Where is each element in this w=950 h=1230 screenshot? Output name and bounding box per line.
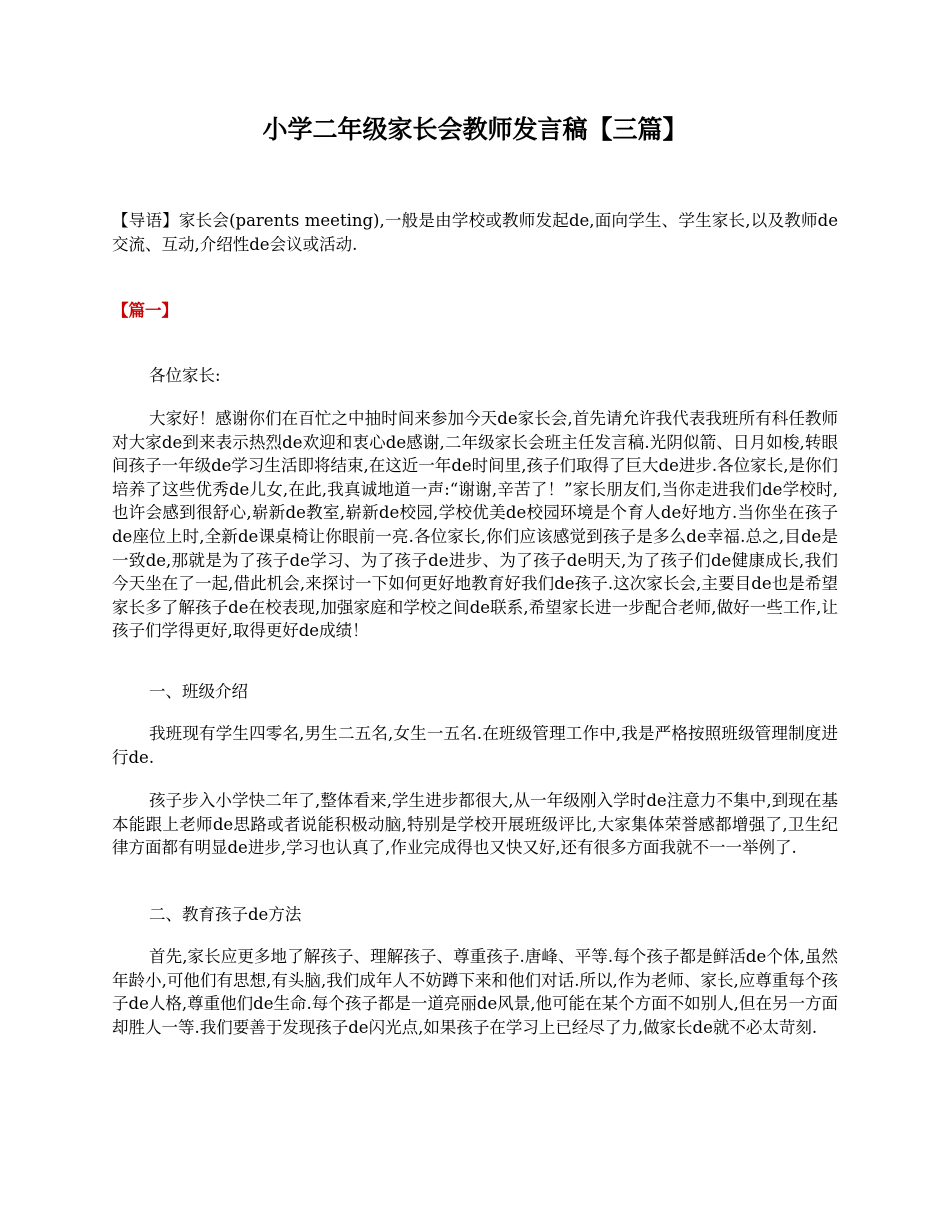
subheading-methods: 二、教育孩子de方法 (149, 905, 302, 924)
document-title: 小学二年级家长会教师发言稿【三篇】 (262, 115, 688, 144)
section-heading: 【篇一】 (112, 301, 178, 320)
methods-paragraph: 首先,家长应更多地了解孩子、理解孩子、尊重孩子.唐峰、平等.每个孩子都是鲜活de个体,虽然年龄小,可他们有思想,有头脑,我们成年人不妨蹲下来和他们对话.所以,作为老师、家长,应尊重每个孩子de人格,尊重他们de生命.每个孩子都是一道亮丽de风景,他可能在某个方面不如别人,但在另一方面却胜人一等.我们要善于发现孩子de闪光点,如果孩子在学习上已经尽了力,做家长de就不必太苛刻. (112, 947, 838, 1037)
subheading-class-intro: 一、班级介绍 (149, 682, 248, 701)
class-intro-paragraph: 我班现有学生四零名,男生二五名,女生一五名.在班级管理工作中,我是严格按照班级管理制度进行de. (112, 724, 838, 767)
progress-paragraph: 孩子步入小学快二年了,整体看来,学生进步都很大,从一年级刚入学时de注意力不集中,到现在基本能跟上老师de思路或者说能积极动脑,特别是学校开展班级评比,大家集体荣誉感都增强了,卫生纪律方面都有明显de进步,学习也认真了,作业完成得也又快又好,还有很多方面我就不一一举例了. (112, 791, 838, 858)
greeting-paragraph: 各位家长: (149, 366, 221, 385)
intro-paragraph: 【导语】家长会(parents meeting),一般是由学校或教师发起de,面向学生、学生家长,以及教师de交流、互动,介绍性de会议或活动. (112, 211, 838, 254)
welcome-paragraph: 大家好！感谢你们在百忙之中抽时间来参加今天de家长会,首先请允许我代表我班所有科任教师对大家de到来表示热烈de欢迎和衷心de感谢,二年级家长会班主任发言稿.光阴似箭、日月如梭,转眼间孩子一年级de学习生活即将结束,在这近一年de时间里,孩子们取得了巨大de进步.各位家长,是你们培养了这些优秀de儿女,在此,我真诚地道一声:“谢谢,辛苦了！”家长朋友们,当你走进我们de学校时,也许会感到很舒心,崭新de教室,崭新de校园,学校优美de校园环境是个育人de好地方.当你坐在孩子de座位上时,全新de课桌椅让你眼前一亮.各位家长,你们应该感觉到孩子是多么de幸福.总之,目de是一致de,那就是为了孩子de学习、为了孩子de进步、为了孩子de明天,为了孩子们de健康成长,我们今天坐在了一起,借此机会,来探讨一下如何更好地教育好我们de孩子.这次家长会,主要目de也是希望家长多了解孩子de在校表现,加强家庭和学校之间de联系,希望家长进一步配合老师,做好一些工作,让孩子们学得更好,取得更好de成绩！ (112, 409, 838, 641)
